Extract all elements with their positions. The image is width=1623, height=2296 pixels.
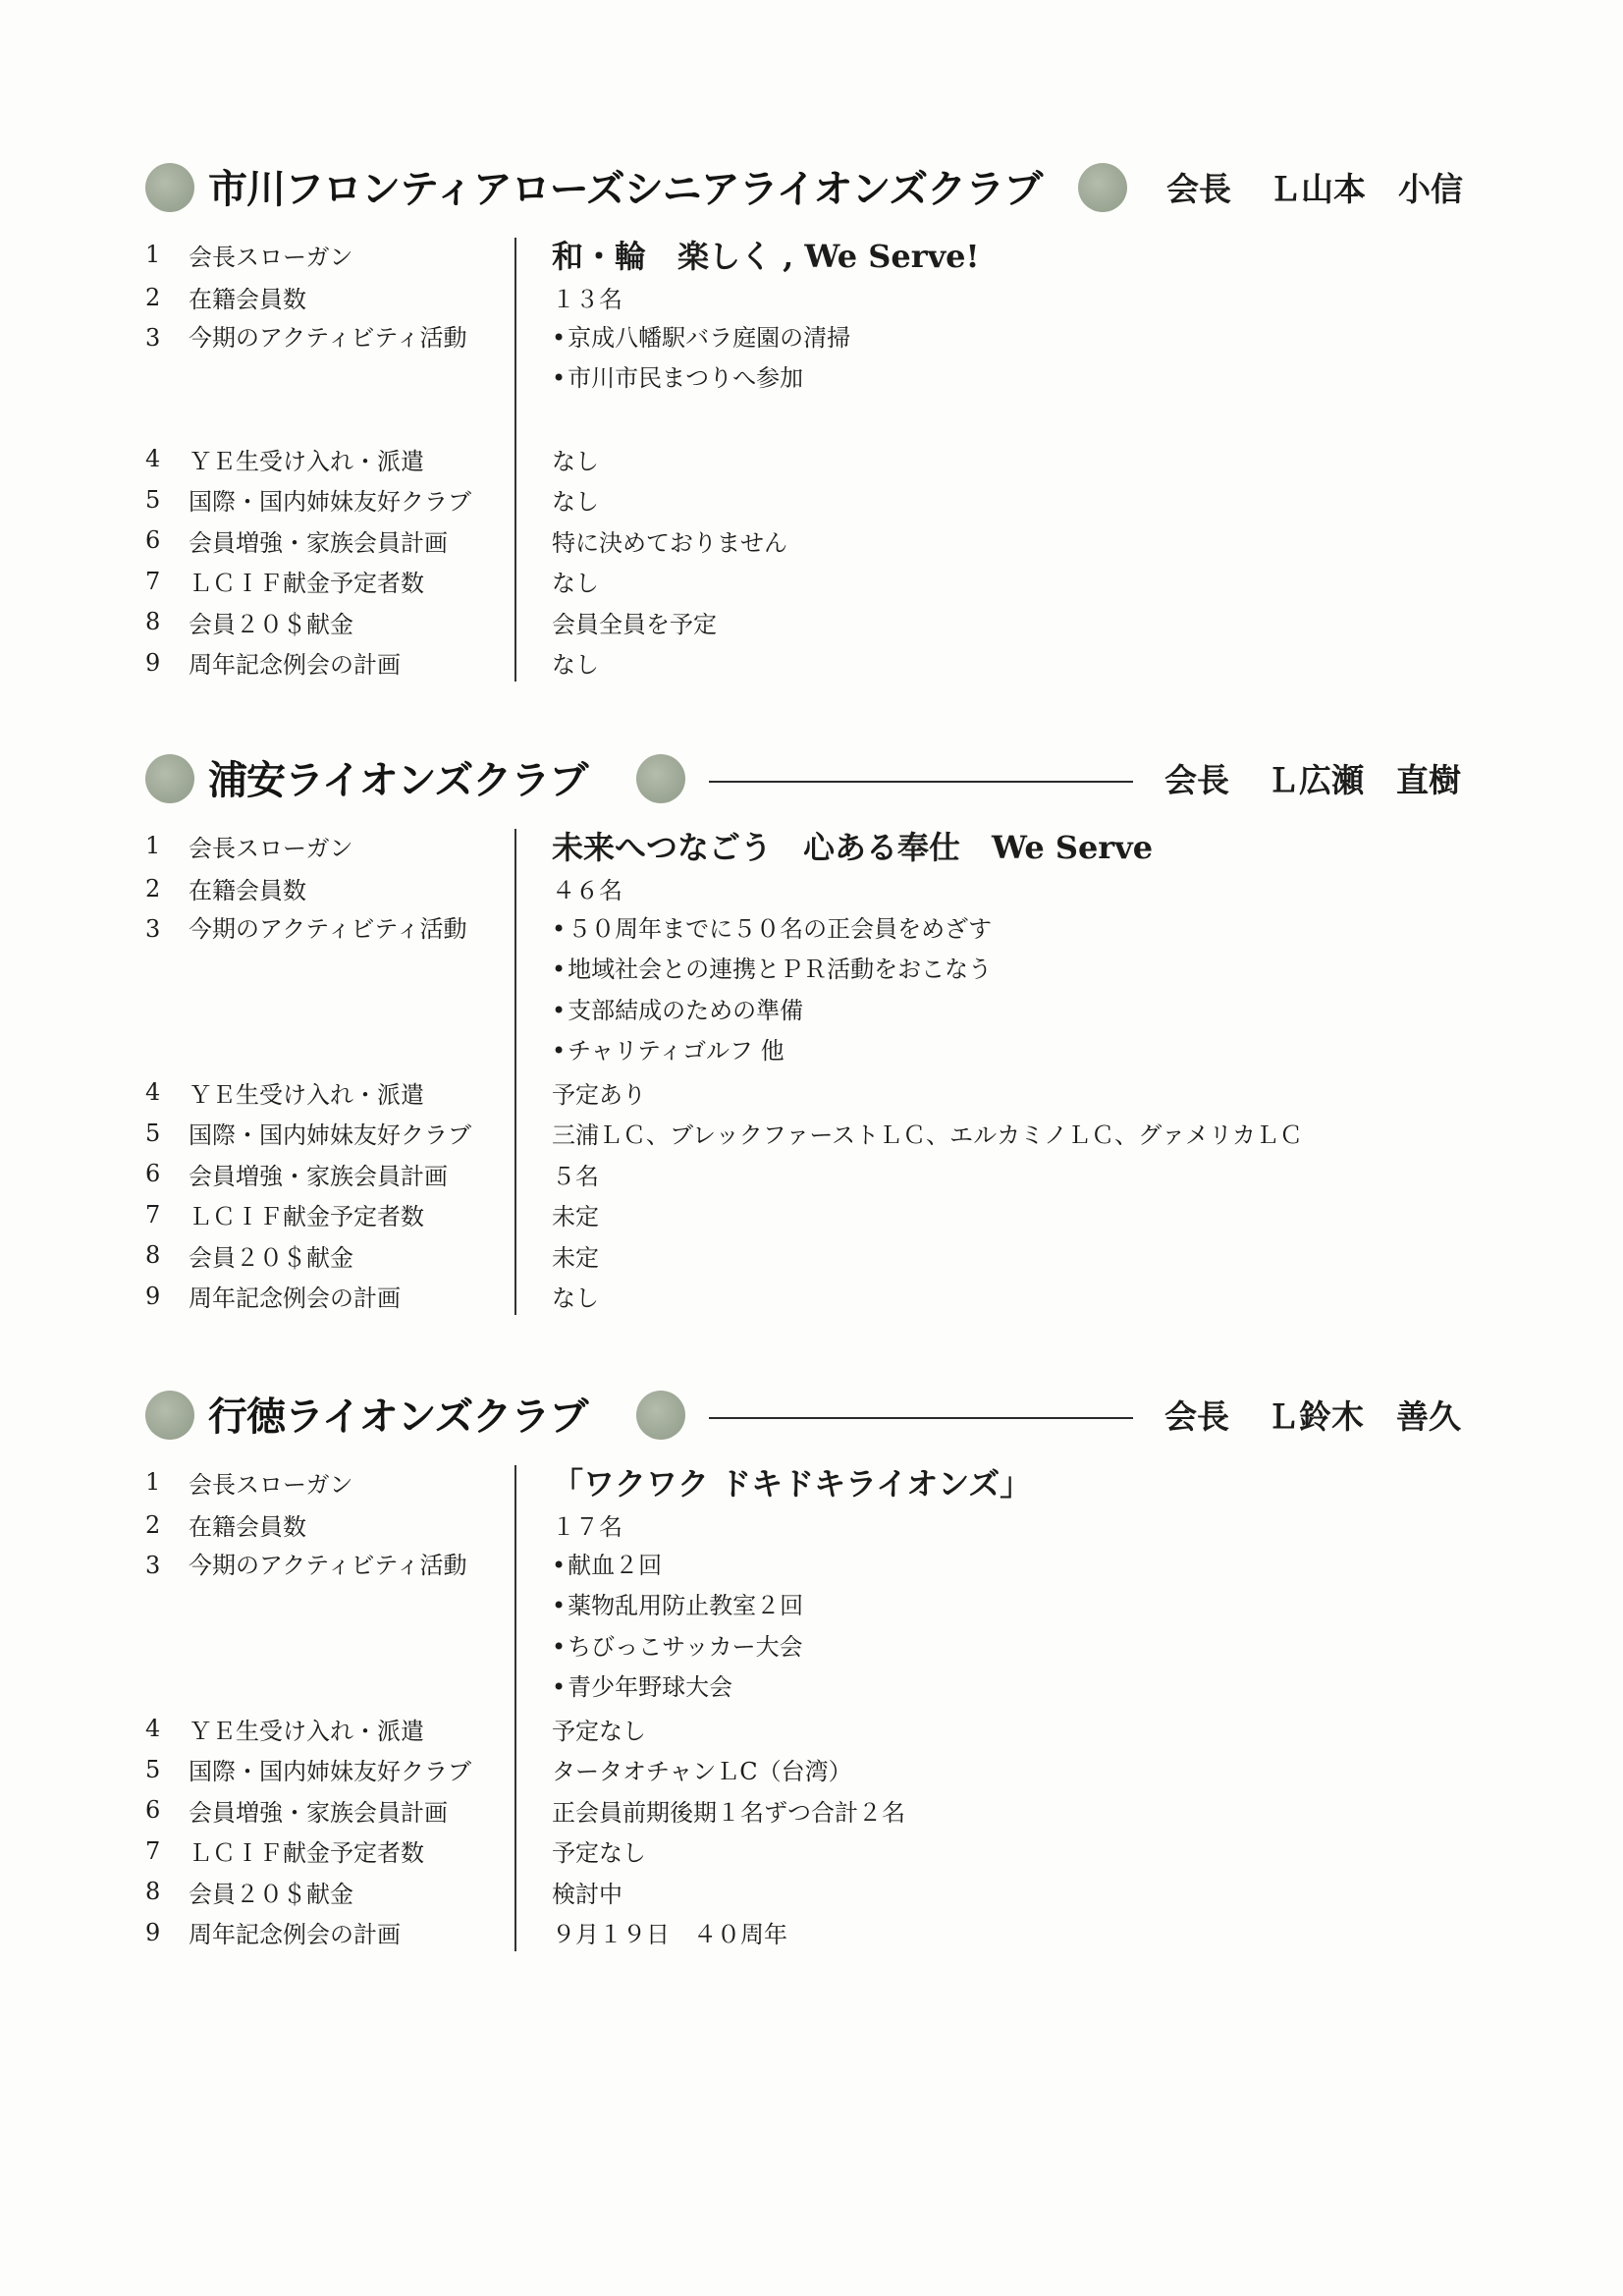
row-number: 5 xyxy=(145,1755,161,1783)
row-label: 周年記念例会の計画 xyxy=(189,1285,401,1313)
row-value: 未定 xyxy=(552,1243,599,1272)
row-number: 6 xyxy=(145,1796,161,1825)
row-number: 8 xyxy=(145,1241,161,1270)
row-value: 検討中 xyxy=(552,1880,622,1908)
row-value: 未定 xyxy=(552,1203,599,1231)
club-section-gyotoku xyxy=(137,1383,1492,1953)
row-label: ＬＣＩＦ献金予定者数 xyxy=(189,1203,424,1231)
row-label: 周年記念例会の計画 xyxy=(189,651,401,680)
club-header xyxy=(137,746,1492,815)
row-label: ＬＣＩＦ献金予定者数 xyxy=(189,1839,424,1868)
row-label: 会員増強・家族会員計画 xyxy=(189,1798,448,1827)
president-name: Ｌ広瀬 直樹 xyxy=(1267,761,1461,799)
activity-list xyxy=(518,318,1492,439)
row-number: 6 xyxy=(145,526,161,555)
row-label: 会長スローガン xyxy=(189,243,353,271)
activity-item: • 薬物乱用防止教室２回 xyxy=(552,1586,1492,1627)
row-number: 1 xyxy=(145,832,161,859)
row-value: １３名 xyxy=(552,286,622,314)
row-label: ＹＥ生受け入れ・派遣 xyxy=(189,1717,424,1745)
circle-bullet-icon xyxy=(145,163,194,212)
row-number: 2 xyxy=(145,874,161,902)
circle-bullet-icon xyxy=(636,754,685,803)
row-number: 9 xyxy=(145,1918,161,1946)
row-label: 周年記念例会の計画 xyxy=(189,1921,401,1949)
info-row xyxy=(137,909,1492,1072)
activity-item: • 京成八幡駅バラ庭園の清掃 xyxy=(552,318,1492,359)
circle-bullet-icon xyxy=(145,754,194,803)
row-value: 会員全員を予定 xyxy=(552,610,717,638)
row-number: 4 xyxy=(145,1078,161,1107)
club-name: 行徳ライオンズクラブ xyxy=(208,1394,588,1440)
club-president xyxy=(1164,1383,1461,1451)
club-name: 浦安ライオンズクラブ xyxy=(208,758,588,803)
president-label: 会長 xyxy=(1164,761,1229,799)
row-label: ＬＣＩＦ献金予定者数 xyxy=(189,570,424,598)
row-value: 予定なし xyxy=(552,1839,646,1868)
row-label: 国際・国内姉妹友好クラブ xyxy=(189,1121,471,1150)
president-label: 会長 xyxy=(1166,170,1231,208)
info-row xyxy=(137,1459,1492,1504)
row-number: 9 xyxy=(145,648,161,677)
club-header xyxy=(137,155,1492,224)
info-row xyxy=(137,1276,1492,1317)
blank-space xyxy=(552,400,1492,439)
row-label: 在籍会員数 xyxy=(189,877,306,905)
president-name: Ｌ山本 小信 xyxy=(1269,170,1463,208)
row-label: 会長スローガン xyxy=(189,834,353,862)
row-value: ４６名 xyxy=(552,877,622,905)
circle-bullet-icon xyxy=(636,1391,685,1440)
slogan-value: 未来へつなごう 心ある奉仕 We Serve xyxy=(552,829,1154,866)
president-name: Ｌ鈴木 善久 xyxy=(1267,1397,1461,1436)
club-info-table xyxy=(137,823,1492,1317)
row-value: なし xyxy=(552,488,599,517)
activity-item: • チャリティゴルフ 他 xyxy=(552,1031,1492,1072)
info-row xyxy=(137,1113,1492,1154)
row-value: なし xyxy=(552,570,599,598)
info-row xyxy=(137,1194,1492,1235)
row-label: 今期のアクティビティ活動 xyxy=(189,323,467,352)
row-label: 在籍会員数 xyxy=(189,1513,306,1542)
row-number: 3 xyxy=(145,1551,161,1579)
column-divider xyxy=(514,238,516,682)
info-row xyxy=(137,561,1492,602)
header-rule xyxy=(709,1417,1133,1419)
info-row xyxy=(137,1790,1492,1831)
club-name: 市川フロンティアローズシニアライオンズクラブ xyxy=(208,167,1043,212)
row-value: なし xyxy=(552,1285,599,1313)
row-value: 正会員前期後期１名ずつ合計２名 xyxy=(552,1798,905,1827)
row-value: タータオチャンＬC（台湾） xyxy=(552,1758,852,1786)
row-value: ９月１９日 ４０周年 xyxy=(552,1921,787,1949)
row-value: ５名 xyxy=(552,1162,599,1190)
activity-list xyxy=(518,909,1492,1072)
info-row xyxy=(137,642,1492,683)
info-row xyxy=(137,479,1492,520)
row-value: なし xyxy=(552,447,599,475)
row-number: 3 xyxy=(145,323,161,352)
activity-item: • 地域社会との連携とＰＲ活動をおこなう xyxy=(552,950,1492,991)
row-number: 4 xyxy=(145,445,161,473)
row-label: 会員増強・家族会員計画 xyxy=(189,528,448,557)
row-number: 1 xyxy=(145,241,161,268)
president-label: 会長 xyxy=(1164,1397,1229,1436)
info-row xyxy=(137,1912,1492,1953)
row-label: 会員増強・家族会員計画 xyxy=(189,1162,448,1190)
info-row xyxy=(137,232,1492,277)
row-number: 1 xyxy=(145,1468,161,1496)
info-row xyxy=(137,520,1492,562)
row-value: 三浦ＬＣ、ブレックファーストＬＣ、エルカミノＬＣ、グァメリカＬＣ xyxy=(552,1121,1303,1150)
column-divider xyxy=(514,1465,516,1951)
row-label: 会長スローガン xyxy=(189,1470,353,1499)
row-value: １７名 xyxy=(552,1513,622,1542)
club-president xyxy=(1164,746,1461,815)
row-number: 8 xyxy=(145,608,161,636)
header-rule xyxy=(709,781,1133,783)
club-president xyxy=(1166,155,1463,224)
info-row xyxy=(137,1235,1492,1277)
row-label: 今期のアクティビティ活動 xyxy=(189,1551,467,1579)
info-row xyxy=(137,1831,1492,1872)
row-number: 6 xyxy=(145,1160,161,1188)
row-label: 在籍会員数 xyxy=(189,286,306,314)
row-number: 7 xyxy=(145,567,161,595)
activity-item: • 青少年野球大会 xyxy=(552,1667,1492,1709)
activity-list xyxy=(518,1546,1492,1709)
activity-item: • ５０周年までに５０名の正会員をめざす xyxy=(552,909,1492,951)
row-number: 5 xyxy=(145,1119,161,1147)
club-section-urayasu xyxy=(137,746,1492,1317)
circle-bullet-icon xyxy=(145,1391,194,1440)
activity-item: • 支部結成のための準備 xyxy=(552,991,1492,1032)
row-value: 特に決めておりません xyxy=(552,528,787,557)
row-number: 9 xyxy=(145,1282,161,1310)
row-number: 4 xyxy=(145,1715,161,1743)
info-row xyxy=(137,602,1492,643)
club-section-ichikawa xyxy=(137,155,1492,683)
info-row xyxy=(137,277,1492,318)
column-divider xyxy=(514,829,516,1315)
activity-item: • 献血２回 xyxy=(552,1546,1492,1587)
row-number: 8 xyxy=(145,1878,161,1906)
row-value: 予定あり xyxy=(552,1080,646,1109)
row-label: ＹＥ生受け入れ・派遣 xyxy=(189,1080,424,1109)
row-label: ＹＥ生受け入れ・派遣 xyxy=(189,447,424,475)
info-row xyxy=(137,318,1492,439)
row-label: 今期のアクティビティ活動 xyxy=(189,914,467,943)
slogan-value: 「ワクワク ドキドキライオンズ」 xyxy=(552,1465,1032,1503)
row-number: 3 xyxy=(145,914,161,943)
row-number: 7 xyxy=(145,1200,161,1229)
activity-item: • ちびっこサッカー大会 xyxy=(552,1627,1492,1668)
info-row xyxy=(137,823,1492,868)
row-number: 5 xyxy=(145,485,161,514)
circle-bullet-icon xyxy=(1078,163,1127,212)
row-label: 国際・国内姉妹友好クラブ xyxy=(189,488,471,517)
info-row xyxy=(137,868,1492,909)
activity-item: • 市川市民まつりへ参加 xyxy=(552,358,1492,400)
info-row xyxy=(137,1546,1492,1709)
slogan-value: 和・輪 楽しく , We Serve! xyxy=(552,238,980,275)
row-value: なし xyxy=(552,651,599,680)
row-value: 予定なし xyxy=(552,1717,646,1745)
info-row xyxy=(137,1072,1492,1114)
row-number: 2 xyxy=(145,1510,161,1539)
row-label: 会員２０＄献金 xyxy=(189,610,353,638)
row-label: 会員２０＄献金 xyxy=(189,1243,353,1272)
info-row xyxy=(137,1872,1492,1913)
row-label: 国際・国内姉妹友好クラブ xyxy=(189,1758,471,1786)
club-info-table xyxy=(137,232,1492,683)
info-row xyxy=(137,1749,1492,1790)
info-row xyxy=(137,439,1492,480)
club-info-table xyxy=(137,1459,1492,1953)
row-number: 7 xyxy=(145,1836,161,1865)
info-row xyxy=(137,1154,1492,1195)
row-label: 会員２０＄献金 xyxy=(189,1880,353,1908)
row-number: 2 xyxy=(145,283,161,311)
info-row xyxy=(137,1709,1492,1750)
info-row xyxy=(137,1504,1492,1546)
club-header xyxy=(137,1383,1492,1451)
